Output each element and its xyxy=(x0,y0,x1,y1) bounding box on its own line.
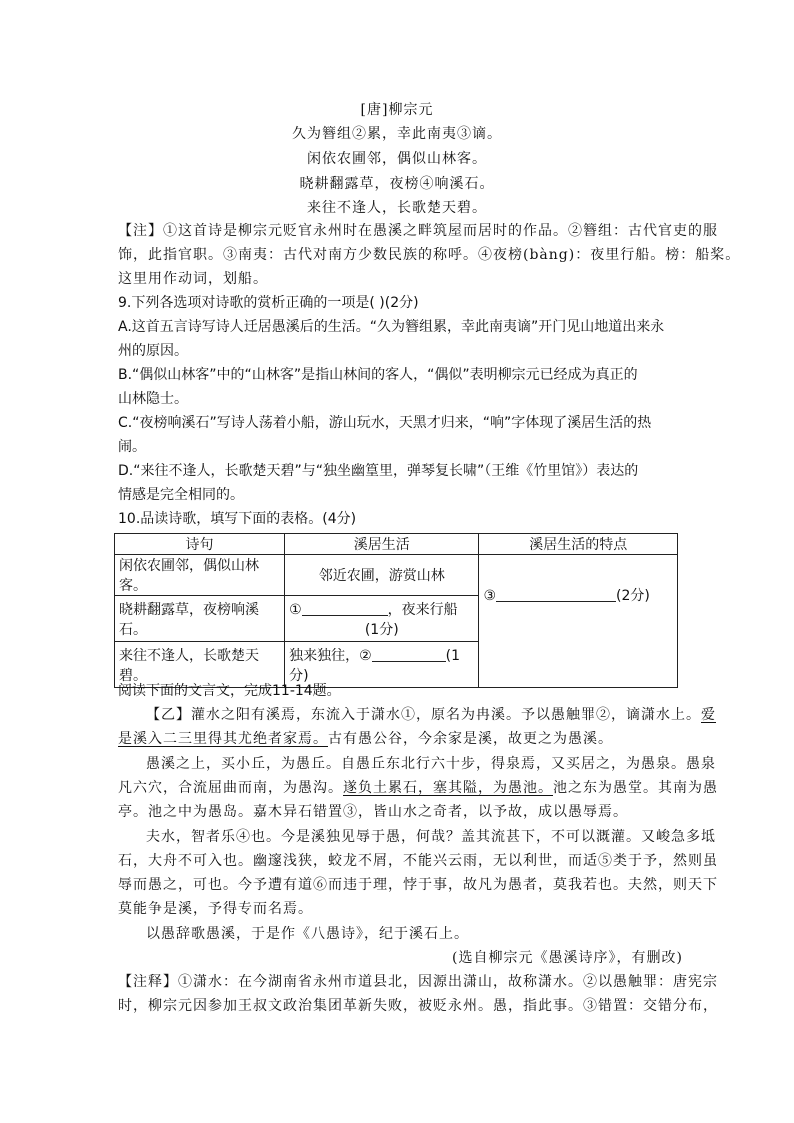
row3-life xyxy=(285,642,479,688)
q9-option-b-line2: 山林隐士。 xyxy=(118,391,188,407)
feature-cell xyxy=(479,555,678,688)
q9-option-a-line2: 州的原因。 xyxy=(118,343,188,359)
feature-score: (2分) xyxy=(616,588,650,604)
notes2-line1: 【注释】①潇水：在今湖南省永州市道县北，因源出潇山，故称潇水。②以愚触罪：唐宪宗 xyxy=(118,974,718,990)
row2-score: (1分) xyxy=(364,621,399,638)
row3-blank[interactable] xyxy=(372,647,446,662)
feature-marker: ③ xyxy=(483,588,496,604)
q9-option-d-line2: 情感是完全相同的。 xyxy=(118,487,244,503)
row3-score-b: 分) xyxy=(289,667,309,684)
q9-option-c-line1: C.“夜榜响溪石”写诗人荡着小船，游山玩水，天黑才归来，“响”字体现了溪居生活的热 xyxy=(118,415,652,431)
row3-text: 独来独往，② xyxy=(289,647,372,664)
row2-blank[interactable] xyxy=(302,601,388,616)
note-line-1: 【注】①这首诗是柳宗元贬官永州时在愚溪之畔筑屋而居时的作品。②簪组：古代官吏的服 xyxy=(118,223,718,239)
table-row xyxy=(115,555,678,596)
poem-line-4: 来往不逢人，长歌楚天碧。 xyxy=(307,200,487,216)
poem-line-3: 晓耕翻露草，夜榜④响溪石。 xyxy=(299,176,495,192)
prose-p2-line3: 亭。池之中为愚岛。嘉木异石错置③，皆山水之奇者，以予故，成以愚辱焉。 xyxy=(118,804,628,820)
note-line-2: 饰，此指官职。③南夷：古代对南方少数民族的称呼。④夜榜(bàng)：夜里行船。榜：船桨。 xyxy=(118,247,741,263)
prose-p1-line2 xyxy=(118,730,613,748)
header-feature: 溪居生活的特点 xyxy=(479,534,678,555)
q9-option-d-line1: D.“来往不逢人，长歌楚天碧”与“独坐幽篁里，弹琴复长啸”（王维《竹里馆》）表达的 xyxy=(118,463,639,479)
q10-stem: 10.品读诗歌，填写下面的表格。(4分) xyxy=(118,511,357,527)
reading-intro: 阅读下面的文言文，完成11-14题。 xyxy=(118,683,341,699)
row1-life: 邻近农圃，游赏山林 xyxy=(285,555,479,596)
prose-source: (选自柳宗元《愚溪诗序》，有删改) xyxy=(452,950,683,966)
prose-p3-line4: 莫能争是溪，予得专而名焉。 xyxy=(118,901,313,917)
prose-p1-underline-b: 是溪入二三里得其尤绝者家焉。 xyxy=(118,731,328,747)
feature-blank[interactable] xyxy=(496,587,616,602)
prose-label: 【乙】 xyxy=(146,707,191,723)
prose-p2-underline: 遂负土累石，塞其隘，为愚池。 xyxy=(343,780,553,796)
header-poem-line: 诗句 xyxy=(115,534,285,555)
poem-line-1: 久为簪组②累，幸此南夷③谪。 xyxy=(292,126,502,142)
q9-option-a-line1: A.这首五言诗写诗人迁居愚溪后的生活。“久为簪组累，幸此南夷谪”开门见山地道出来永 xyxy=(118,319,665,335)
prose-p2-tail: 池之东为愚堂。其南为愚 xyxy=(553,780,718,796)
prose-p3-line3: 辱而愚之，可也。今予遭有道⑥而违于理，悖于事，故凡为愚者，莫我若也。夫然，则天下 xyxy=(118,877,718,893)
prose-p2-b: 凡六穴，合流屈曲而南，为愚沟。 xyxy=(118,780,343,796)
prose-p2-line1: 愚溪之上，买小丘，为愚丘。自愚丘东北行六十步，得泉焉，又买居之，为愚泉。愚泉 xyxy=(146,756,716,772)
prose-p1-d: 古有愚公谷，今余家是溪，故更之为愚溪。 xyxy=(328,731,613,747)
prose-p1-underline-a: 爱 xyxy=(701,707,716,723)
prose-p1-line1 xyxy=(146,706,716,724)
header-life: 溪居生活 xyxy=(285,534,479,555)
prose-p1-a: 灌水之阳有溪焉，东流入于潇水①，原名为冉溪。予以愚触罪②，谪潇水上。 xyxy=(191,707,701,723)
q9-stem: 9.下列各选项对诗歌的赏析正确的一项是( )(2分) xyxy=(118,295,419,311)
table-header-row xyxy=(115,534,678,555)
prose-p3-line2: 石，大舟不可入也。幽邃浅狭，蛟龙不屑，不能兴云雨，无以利世，而适⑤类于予，然则虽 xyxy=(118,853,718,869)
row1-line: 闲依农圃邻，偶似山林客。 xyxy=(115,555,285,596)
q9-option-b-line1: B.“偶似山林客”中的“山林客”是指山林间的客人，“偶似”表明柳宗元已经成为真正的 xyxy=(118,367,638,383)
row3-line: 来往不逢人，长歌楚天碧。 xyxy=(115,642,285,688)
row3-score-a: (1 xyxy=(445,647,461,664)
row2-line: 晓耕翻露草，夜榜响溪石。 xyxy=(115,596,285,642)
row2-marker: ① xyxy=(289,601,302,618)
note-line-3: 这里用作动词，划船。 xyxy=(118,271,268,287)
q9-option-c-line2: 闹。 xyxy=(118,439,146,455)
prose-p2-line2 xyxy=(118,779,718,797)
poem-line-2: 闲依农圃邻，偶似山林客。 xyxy=(307,151,487,167)
q10-table xyxy=(114,533,678,688)
notes2-line2: 时，柳宗元因参加王叔文政治集团革新失败，被贬永州。愚，指此事。③错置：交错分布， xyxy=(118,998,718,1014)
row2-text: ，夜来行船 xyxy=(387,601,458,618)
prose-p4: 以愚辞歌愚溪，于是作《八愚诗》，纪于溪石上。 xyxy=(146,926,469,942)
poem-author: [唐]柳宗元 xyxy=(360,102,434,118)
row2-life xyxy=(285,596,479,642)
prose-p3-line1: 夫水，智者乐④也。今是溪独见辱于愚，何哉？盖其流甚下，不可以溉灌。又峻急多坻 xyxy=(146,829,716,845)
